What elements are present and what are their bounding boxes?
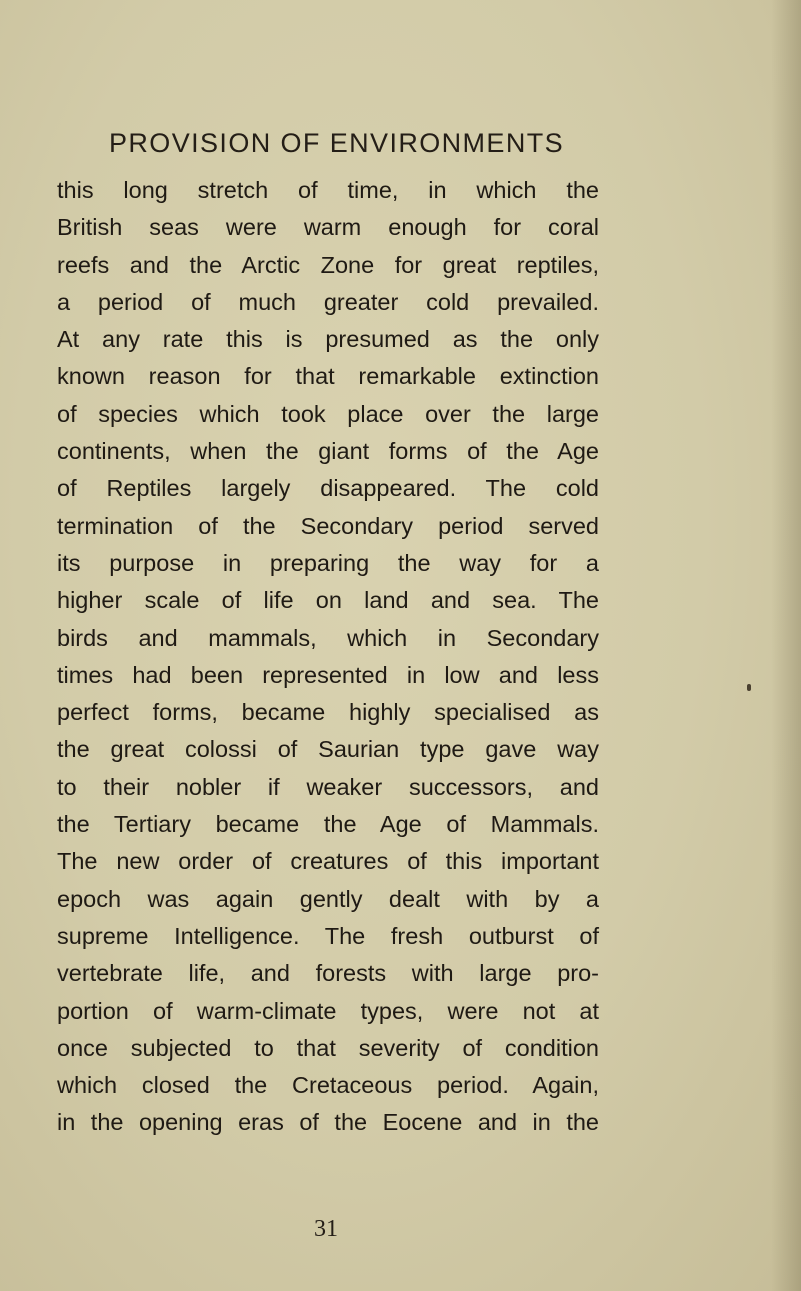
text-line: of species which took place over the large [57, 400, 599, 427]
text-line: known reason for that remarkable extinction [57, 363, 599, 390]
text-line: The new order of creatures of this important [57, 848, 599, 875]
text-line: this long stretch of time, in which the [57, 177, 599, 203]
text-line: its purpose in preparing the way for a [57, 549, 599, 576]
text-line: birds and mammals, which in Secondary [57, 624, 599, 651]
running-head: PROVISION OF ENVIRONMENTS [109, 128, 565, 158]
text-line: epoch was again gently dealt with by a [57, 885, 599, 912]
text-line: in the opening eras of the Eocene and in the [57, 1109, 599, 1136]
text-line: continents, when the giant forms of the Age [57, 438, 599, 465]
text-line: once subjected to that severity of condition [57, 1034, 599, 1061]
paper-speck [747, 684, 751, 691]
text-line: supreme Intelligence. The fresh outburst of [57, 922, 599, 949]
text-line: the great colossi of Saurian type gave way [57, 736, 599, 763]
text-line: termination of the Secondary period served [57, 512, 599, 539]
text-line: which closed the Cretaceous period. Again, [57, 1072, 599, 1099]
text-line: reefs and the Arctic Zone for great reptiles, [57, 251, 599, 278]
text-line: of Reptiles largely disappeared. The cold [57, 475, 599, 502]
text-line: vertebrate life, and forests with large pro- [57, 960, 599, 987]
text-line: to their nobler if weaker successors, and [57, 773, 599, 800]
text-line: At any rate this is presumed as the only [57, 326, 599, 353]
page-edge-shadow [771, 0, 801, 1291]
text-line: the Tertiary became the Age of Mammals. [57, 811, 599, 838]
body-text [57, 172, 599, 1142]
text-line: times had been represented in low and less [57, 661, 599, 688]
page-number: 31 [314, 1216, 338, 1242]
text-line: British seas were warm enough for coral [57, 214, 599, 241]
text-line: higher scale of life on land and sea. The [57, 587, 599, 614]
text-line: portion of warm-climate types, were not at [57, 997, 599, 1024]
text-line: a period of much greater cold prevailed. [57, 288, 599, 315]
text-line: perfect forms, became highly specialised as [57, 699, 599, 726]
